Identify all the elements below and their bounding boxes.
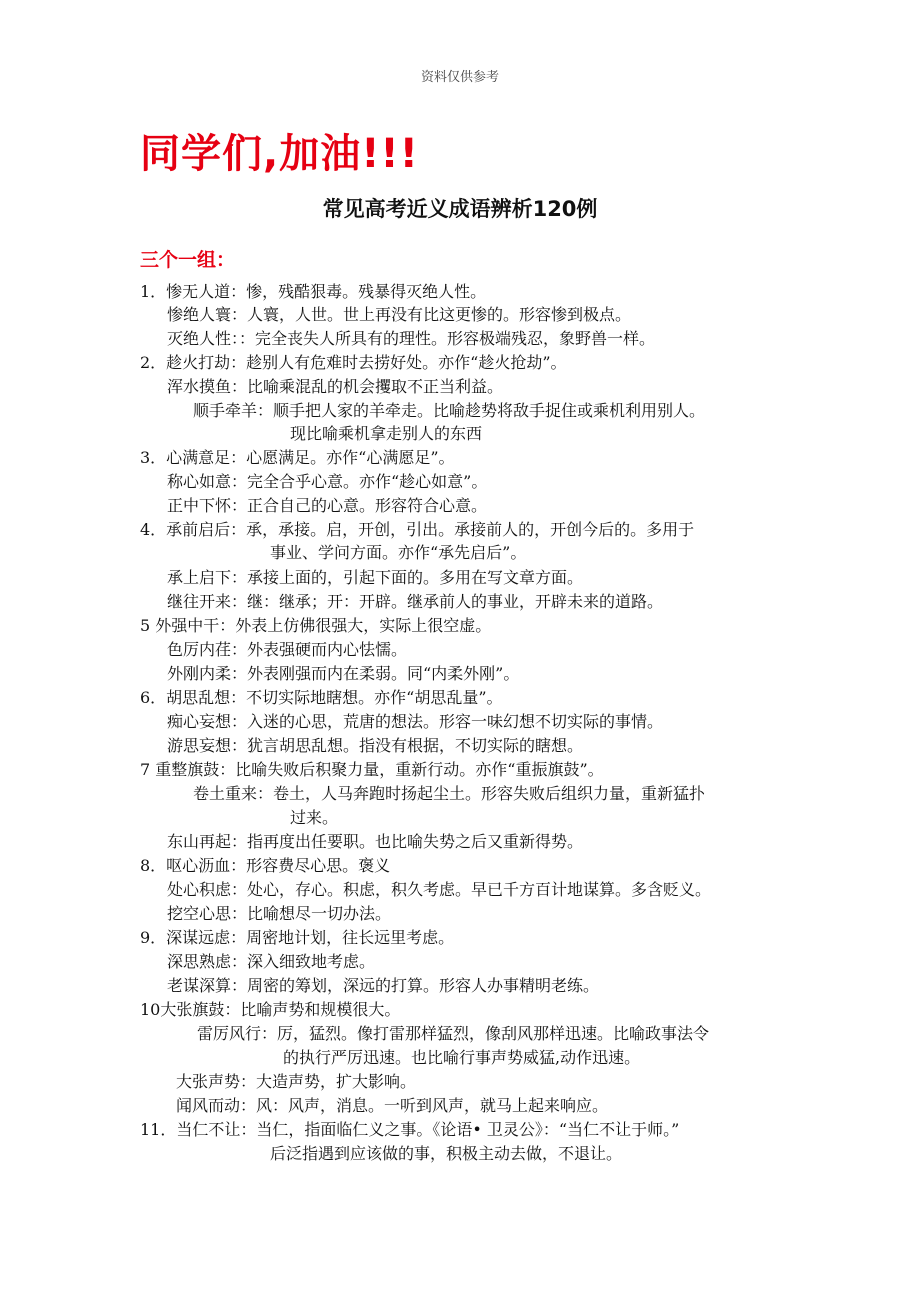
text-line: 惨绝人寰：人寰，人世。世上再没有比这更惨的。形容惨到极点。 xyxy=(167,305,632,324)
section-heading: 三个一组： xyxy=(140,249,236,271)
text-line: 7 重整旗鼓：比喻失败后积聚力量，重新行动。亦作“重振旗鼓”。 xyxy=(140,760,604,779)
text-line: 11．当仁不让：当仁，指面临仁义之事。《论语• 卫灵公》：“当仁不让于师。” xyxy=(140,1120,680,1139)
text-line: 9．深谋远虑：周密地计划，往长远里考虑。 xyxy=(140,928,455,947)
text-line: 6．胡思乱想：不切实际地瞎想。亦作“胡思乱量”。 xyxy=(140,688,503,707)
text-line: 1．惨无人道：惨，残酷狠毒。残暴得灭绝人性。 xyxy=(140,282,487,301)
text-line: 的执行严厉迅速。也比喻行事声势威猛,动作迅速。 xyxy=(283,1048,641,1067)
text-line: 称心如意：完全合乎心意。亦作“趁心如意”。 xyxy=(167,472,488,491)
text-line: 雷厉风行：厉，猛烈。像打雷那样猛烈，像刮风那样迅速。比喻政事法令 xyxy=(197,1024,710,1043)
text-line: 10大张旗鼓：比喻声势和规模很大。 xyxy=(140,1000,401,1019)
text-line: 大张声势：大造声势，扩大影响。 xyxy=(176,1072,417,1091)
text-line: 正中下怀：正合自己的心意。形容符合心意。 xyxy=(167,496,488,515)
text-line: 过来。 xyxy=(290,808,339,827)
text-line: 灭绝人性：：完全丧失人所具有的理性。形容极端残忍，象野兽一样。 xyxy=(167,329,656,348)
text-line: 外刚内柔：外表刚强而内在柔弱。同“内柔外刚”。 xyxy=(167,664,520,683)
page-header: 资料仅供参考 xyxy=(420,70,499,85)
text-line: 挖空心思：比喻想尽一切办法。 xyxy=(167,904,392,923)
text-line: 卷土重来：卷土，人马奔跑时扬起尘土。形容失败后组织力量，重新猛扑 xyxy=(193,784,706,803)
text-line: 后泛指遇到应该做的事，积极主动去做，不退让。 xyxy=(270,1144,623,1163)
text-line: 色厉内荏：外表强硬而内心怯懦。 xyxy=(167,640,408,659)
text-line: 深思熟虑：深入细致地考虑。 xyxy=(167,952,376,971)
text-line: 老谋深算：周密的筹划，深远的打算。形容人办事精明老练。 xyxy=(167,976,600,995)
text-line: 痴心妄想：入迷的心思，荒唐的想法。形容一味幻想不切实际的事情。 xyxy=(167,712,664,731)
text-line: 浑水摸鱼：比喻乘混乱的机会攫取不正当利益。 xyxy=(167,377,504,396)
text-line: 东山再起：指再度出任要职。也比喻失势之后又重新得势。 xyxy=(167,832,584,851)
motto-heading: 同学们,加油!!! xyxy=(140,131,419,177)
text-line: 2．趁火打劫：趁别人有危难时去捞好处。亦作“趁火抢劫”。 xyxy=(140,353,567,372)
document-title: 常见高考近义成语辨析120例 xyxy=(322,197,598,221)
text-line: 处心积虑：处心，存心。积虑，积久考虑。早已千方百计地谋算。多含贬义。 xyxy=(167,880,712,899)
text-line: 5 外强中干：外表上仿佛很强大，实际上很空虚。 xyxy=(140,616,492,635)
text-line: 承上启下：承接上面的，引起下面的。多用在写文章方面。 xyxy=(167,568,584,587)
text-line: 事业、学问方面。亦作“承先启后”。 xyxy=(270,543,527,562)
text-line: 现比喻乘机拿走别人的东西 xyxy=(290,424,483,443)
text-line: 3．心满意足：心愿满足。亦作“心满愿足”。 xyxy=(140,448,455,467)
text-line: 4．承前启后：承，承接。启，开创，引出。承接前人的，开创今后的。多用于 xyxy=(140,520,695,539)
text-line: 顺手牵羊：顺手把人家的羊牵走。比喻趁势将敌手捉住或乘机利用别人。 xyxy=(193,401,706,420)
text-line: 游思妄想：犹言胡思乱想。指没有根据，不切实际的瞎想。 xyxy=(167,736,584,755)
text-line: 继往开来：继：继承；开：开辟。继承前人的事业，开辟未来的道路。 xyxy=(167,592,664,611)
text-line: 8．呕心沥血：形容费尽心思。褒义 xyxy=(140,856,391,875)
text-line: 闻风而动：风：风声，消息。一听到风声，就马上起来响应。 xyxy=(176,1096,609,1115)
